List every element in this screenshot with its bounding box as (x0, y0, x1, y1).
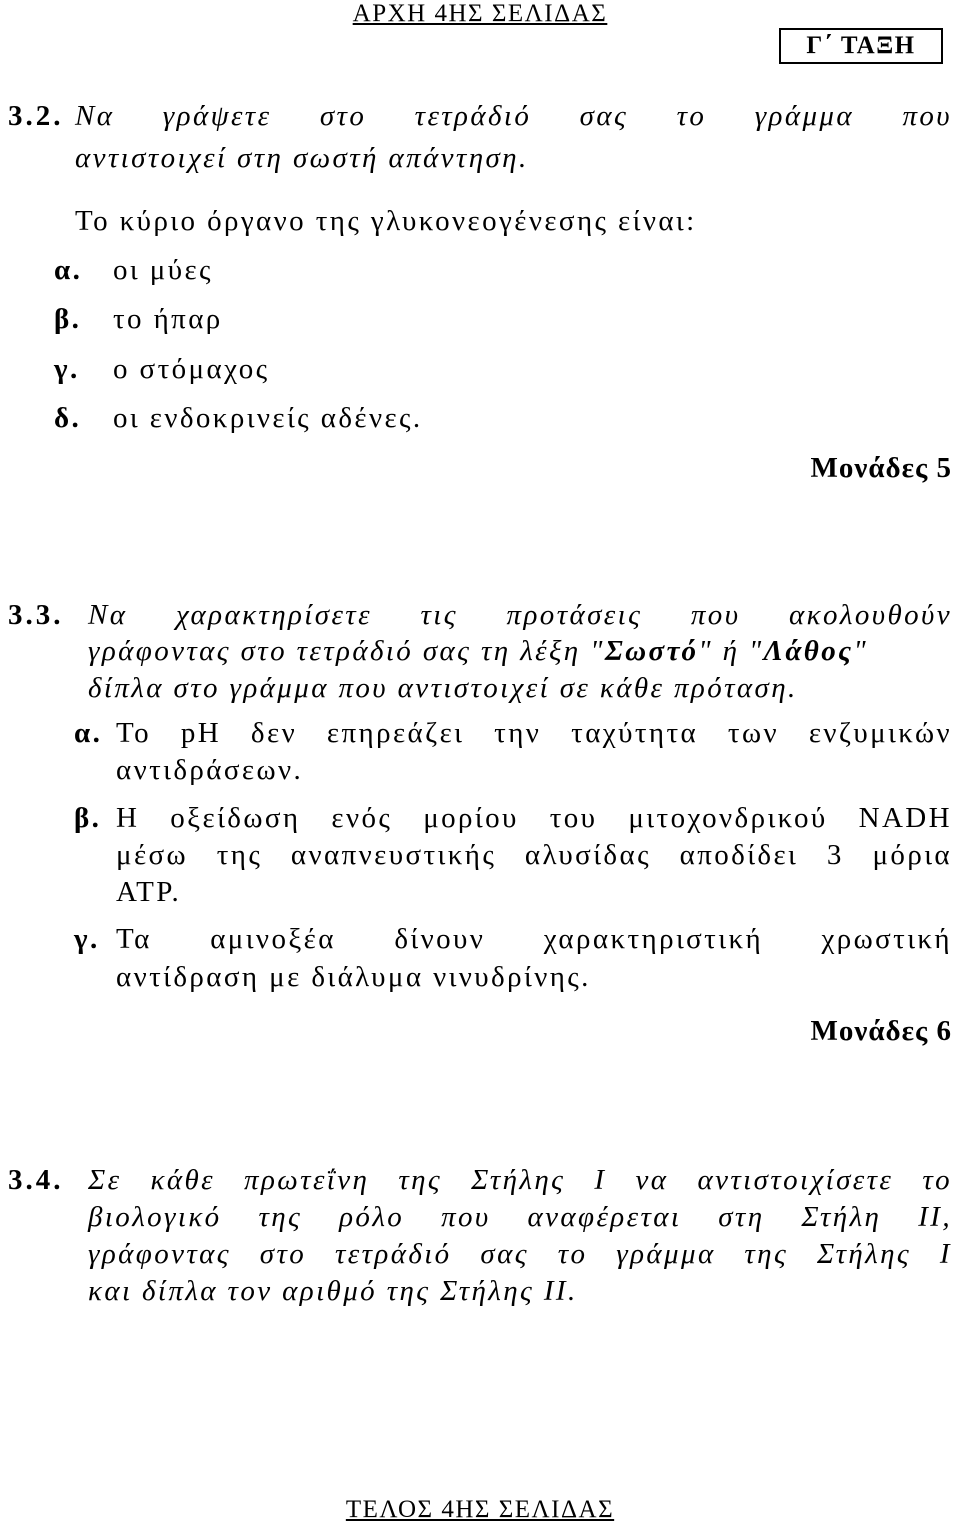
q33-statement-letter-b: β. (74, 802, 102, 834)
q33-statement-b-line3: ATP. (116, 876, 182, 908)
q32-option-letter-c: γ. (54, 353, 80, 385)
q33-instruction-line2 (88, 634, 868, 668)
q32-stem: Το κύριο όργανο της γλυκονεογένεσης είναι: (75, 205, 697, 237)
q34-line3: γράφοντας στο τετράδιό σας το γράμμα της Στήλης Ι (88, 1238, 952, 1270)
q33-statement-c-line1: Τα αμινοξέα δίνουν χαρακτηριστική χρωστική (116, 923, 952, 955)
q32-option-text-b: το ήπαρ (113, 303, 223, 335)
q33-instruction-line2-mid: " ή " (698, 635, 764, 667)
q33-word-wrong: Λάθος (763, 635, 854, 667)
q33-statement-letter-c: γ. (74, 923, 100, 955)
q33-statement-a-line1: Το pH δεν επηρεάζει την ταχύτητα των ενζυμικών (116, 717, 952, 749)
q34-line4: και δίπλα τον αριθμό της Στήλης ΙΙ. (88, 1275, 578, 1307)
q33-instruction-line2-post: " (853, 635, 869, 667)
q33-statement-c-line2: αντίδραση με διάλυμα νινυδρίνης. (116, 961, 591, 993)
q33-statement-b-line2: μέσω της αναπνευστικής αλυσίδας αποδίδει 3 μόρια (116, 839, 952, 871)
q32-option-letter-b: β. (54, 303, 82, 335)
q32-marks: Μονάδες 5 (810, 452, 952, 484)
q34-line1: Σε κάθε πρωτεΐνη της Στήλης Ι να αντιστοιχίσετε το (88, 1164, 952, 1196)
page-footer: ΤΕΛΟΣ 4ΗΣ ΣΕΛΙΔΑΣ (345, 1496, 615, 1523)
page-header: ΑΡΧΗ 4ΗΣ ΣΕΛΙΔΑΣ (352, 0, 608, 27)
q33-statement-a-line2: αντιδράσεων. (116, 754, 304, 786)
question-number-3-3: 3.3. (8, 599, 64, 631)
q32-option-text-a: οι μύες (113, 254, 213, 286)
q33-instruction-line3: δίπλα στο γράμμα που αντιστοιχεί σε κάθε πρόταση. (88, 672, 798, 704)
q32-option-letter-a: α. (54, 254, 83, 286)
q32-instruction-line2: αντιστοιχεί στη σωστή απάντηση. (75, 142, 529, 174)
q32-option-text-d: οι ενδοκρινείς αδένες. (113, 402, 423, 434)
q33-instruction-line1: Να χαρακτηρίσετε τις προτάσεις που ακολουθούν (88, 599, 952, 631)
question-number-3-4: 3.4. (8, 1164, 64, 1196)
q32-instruction-line1: Να γράψετε στο τετράδιό σας το γράμμα που (75, 100, 952, 132)
q33-statement-letter-a: α. (74, 717, 103, 749)
question-number-3-2: 3.2. (8, 100, 64, 132)
q32-option-text-c: ο στόμαχος (113, 353, 270, 385)
class-label-box: Γ΄ ΤΑΞΗ (779, 28, 943, 64)
q33-word-correct: Σωστό (604, 635, 699, 667)
q34-line2: βιολογικό της ρόλο που αναφέρεται στη Στήλη ΙΙ, (88, 1201, 952, 1233)
q33-instruction-line2-pre: γράφοντας στο τετράδιό σας τη λέξη " (88, 635, 605, 667)
q32-option-letter-d: δ. (54, 402, 82, 434)
q33-statement-b-line1: Η οξείδωση ενός μορίου του μιτοχονδρικού NADH (116, 802, 952, 834)
q33-marks: Μονάδες 6 (810, 1015, 952, 1047)
